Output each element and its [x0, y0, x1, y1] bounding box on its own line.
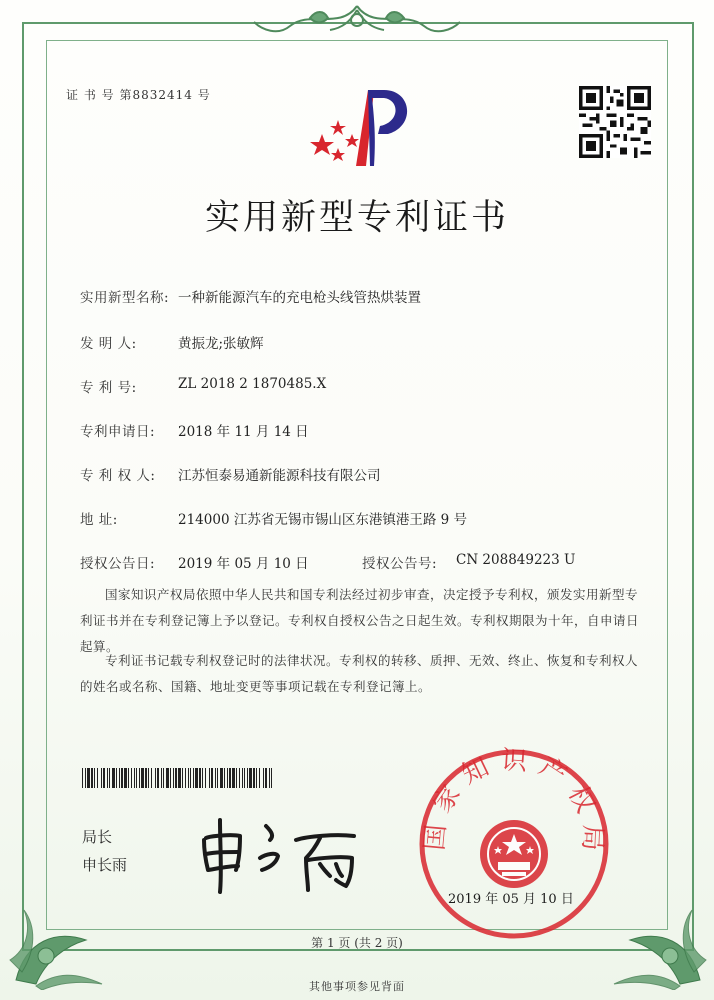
grant-number-label: 授权公告号: [362, 556, 438, 572]
grant-date-label: 授权公告日: [80, 556, 156, 572]
director-signature [196, 806, 366, 896]
body-paragraph-1: 国家知识产权局依照中华人民共和国专利法经过初步审查，决定授予专利权，颁发实用新型专利证书并在专利登记簿上予以登记。专利权自授权公告之日起生效。专利权期限为十年，自申请日起算。 [80, 587, 640, 654]
top-ornament [250, 0, 464, 44]
field-value-filing-date: 2018 年 11 月 14 日 [178, 424, 309, 440]
certificate-title: 实用新型专利证书 [204, 198, 509, 238]
page-number: 第 1 页 (共 2 页) [311, 936, 403, 950]
qr-code [577, 86, 653, 158]
barcode [82, 768, 274, 788]
field-label-inventor: 发 明 人: [80, 336, 137, 352]
grant-number-value: CN 208849223 U [456, 552, 576, 568]
field-value-patentee: 江苏恒泰易通新能源科技有限公司 [178, 468, 381, 484]
field-label-patentee: 专 利 权 人: [80, 468, 156, 484]
official-seal [416, 746, 612, 942]
footer-note: 其他事项参见背面 [309, 980, 405, 993]
patent-office-logo-icon [308, 86, 420, 172]
body-paragraph-2: 专利证书记载专利权登记时的法律状况。专利权的转移、质押、无效、终止、恢复和专利权人的姓名或名称、国籍、地址变更等事项记载在专利登记簿上。 [80, 653, 639, 694]
field-value-patent-no: ZL 2018 2 1870485.X [178, 376, 327, 392]
field-value-name: 一种新能源汽车的充电枪头线管热烘装置 [178, 290, 421, 306]
field-value-inventor: 黄振龙;张敏辉 [178, 336, 264, 352]
seal-date: 2019 年 05 月 10 日 [448, 892, 574, 907]
field-value-address: 214000 江苏省无锡市锡山区东港镇港王路 9 号 [178, 512, 467, 528]
field-label-name: 实用新型名称: [80, 290, 170, 306]
director-name: 申长雨 [82, 856, 128, 874]
director-title: 局长 [82, 828, 113, 846]
seal-text: 国家知识产权局 [419, 746, 608, 862]
certificate-number: 证 书 号 第8832414 号 [66, 88, 211, 102]
field-label-address: 地 址: [80, 512, 118, 528]
field-label-patent-no: 专 利 号: [80, 380, 137, 396]
field-label-filing-date: 专利申请日: [80, 424, 156, 440]
grant-date-value: 2019 年 05 月 10 日 [178, 556, 309, 572]
